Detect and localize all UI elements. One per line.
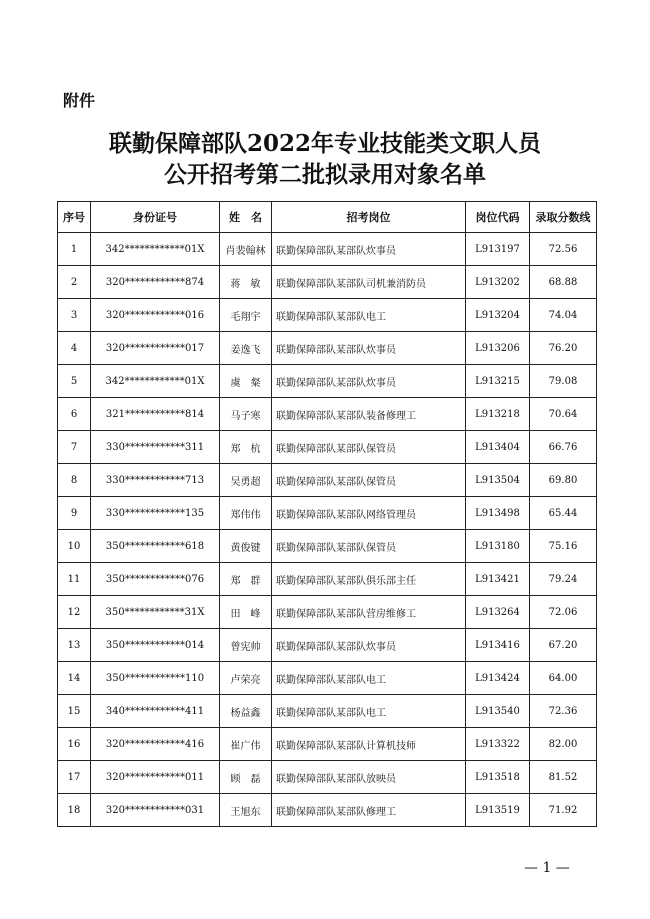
page-number: — 1 — (524, 860, 570, 876)
cell-position-code: L913519 (466, 794, 530, 827)
cell-position: 联勤保障部队某部队炊事员 (272, 233, 466, 266)
cell-index: 5 (58, 365, 91, 398)
table-row (58, 596, 597, 629)
cell-position: 联勤保障部队某部队保管员 (272, 530, 466, 563)
cell-position: 联勤保障部队某部队放映员 (272, 761, 466, 794)
cell-position: 联勤保障部队某部队计算机技师 (272, 728, 466, 761)
cell-score: 79.24 (530, 563, 597, 596)
cell-index: 7 (58, 431, 91, 464)
cell-position-code: L913215 (466, 365, 530, 398)
cell-position-code: L913504 (466, 464, 530, 497)
cell-score: 74.04 (530, 299, 597, 332)
cell-position: 联勤保障部队某部队装备修理工 (272, 398, 466, 431)
cell-name: 崔广伟 (220, 728, 272, 761)
cell-position: 联勤保障部队某部队电工 (272, 299, 466, 332)
cell-score: 72.56 (530, 233, 597, 266)
cell-name: 田 峰 (220, 596, 272, 629)
cell-score: 64.00 (530, 662, 597, 695)
cell-position-code: L913421 (466, 563, 530, 596)
table-row (58, 233, 597, 266)
cell-name: 马子寒 (220, 398, 272, 431)
cell-position-code: L913218 (466, 398, 530, 431)
table-row (58, 464, 597, 497)
table-row (58, 629, 597, 662)
cell-id-number: 330************311 (91, 431, 220, 464)
document-title-line-2: 公开招考第二批拟录用对象名单 (164, 161, 486, 188)
cell-score: 66.76 (530, 431, 597, 464)
cell-id-number: 320************874 (91, 266, 220, 299)
header-position: 招考岗位 (272, 202, 466, 233)
cell-index: 17 (58, 761, 91, 794)
cell-name: 肖裴翰林 (220, 233, 272, 266)
cell-index: 16 (58, 728, 91, 761)
cell-score: 69.80 (530, 464, 597, 497)
cell-position-code: L913197 (466, 233, 530, 266)
cell-id-number: 340************411 (91, 695, 220, 728)
cell-score: 75.16 (530, 530, 597, 563)
cell-index: 1 (58, 233, 91, 266)
cell-index: 15 (58, 695, 91, 728)
cell-id-number: 320************031 (91, 794, 220, 827)
table-row (58, 398, 597, 431)
cell-index: 8 (58, 464, 91, 497)
cell-id-number: 320************011 (91, 761, 220, 794)
cell-score: 76.20 (530, 332, 597, 365)
cell-position-code: L913204 (466, 299, 530, 332)
table-row (58, 332, 597, 365)
cell-position: 联勤保障部队某部队保管员 (272, 464, 466, 497)
header-id-number: 身份证号 (91, 202, 220, 233)
cell-position-code: L913202 (466, 266, 530, 299)
cell-index: 3 (58, 299, 91, 332)
cell-index: 18 (58, 794, 91, 827)
header-position-code: 岗位代码 (466, 202, 530, 233)
cell-name: 姜逸飞 (220, 332, 272, 365)
cell-score: 81.52 (530, 761, 597, 794)
table-row (58, 431, 597, 464)
cell-id-number: 320************416 (91, 728, 220, 761)
cell-id-number: 350************014 (91, 629, 220, 662)
table-row (58, 728, 597, 761)
cell-name: 郑 群 (220, 563, 272, 596)
cell-id-number: 330************135 (91, 497, 220, 530)
cell-score: 72.06 (530, 596, 597, 629)
cell-position: 联勤保障部队某部队炊事员 (272, 629, 466, 662)
cell-position-code: L913518 (466, 761, 530, 794)
table-row (58, 365, 597, 398)
cell-position-code: L913416 (466, 629, 530, 662)
cell-position: 联勤保障部队某部队炊事员 (272, 332, 466, 365)
cell-index: 12 (58, 596, 91, 629)
cell-position-code: L913264 (466, 596, 530, 629)
cell-index: 2 (58, 266, 91, 299)
cell-index: 14 (58, 662, 91, 695)
table-row (58, 266, 597, 299)
cell-id-number: 320************017 (91, 332, 220, 365)
cell-name: 郑伟伟 (220, 497, 272, 530)
cell-name: 黄俊键 (220, 530, 272, 563)
cell-name: 虞 粲 (220, 365, 272, 398)
cell-id-number: 330************713 (91, 464, 220, 497)
cell-id-number: 350************076 (91, 563, 220, 596)
cell-id-number: 342************01X (91, 365, 220, 398)
cell-position: 联勤保障部队某部队保管员 (272, 431, 466, 464)
cell-index: 6 (58, 398, 91, 431)
cell-name: 蒋 敏 (220, 266, 272, 299)
cell-name: 杨益鑫 (220, 695, 272, 728)
cell-id-number: 321************814 (91, 398, 220, 431)
header-index: 序号 (58, 202, 91, 233)
table-row (58, 497, 597, 530)
cell-id-number: 320************016 (91, 299, 220, 332)
cell-index: 10 (58, 530, 91, 563)
cell-position: 联勤保障部队某部队电工 (272, 662, 466, 695)
cell-position-code: L913498 (466, 497, 530, 530)
cell-score: 79.08 (530, 365, 597, 398)
cell-position-code: L913322 (466, 728, 530, 761)
cell-position-code: L913206 (466, 332, 530, 365)
cell-name: 顾 磊 (220, 761, 272, 794)
cell-score: 67.20 (530, 629, 597, 662)
table-row (58, 299, 597, 332)
cell-name: 郑 杭 (220, 431, 272, 464)
cell-score: 72.36 (530, 695, 597, 728)
header-score: 录取分数线 (530, 202, 597, 233)
cell-position: 联勤保障部队某部队电工 (272, 695, 466, 728)
cell-position: 联勤保障部队某部队炊事员 (272, 365, 466, 398)
cell-score: 82.00 (530, 728, 597, 761)
table-row (58, 695, 597, 728)
cell-position: 联勤保障部队某部队营房维修工 (272, 596, 466, 629)
cell-position: 联勤保障部队某部队修理工 (272, 794, 466, 827)
cell-score: 65.44 (530, 497, 597, 530)
cell-name: 吴勇超 (220, 464, 272, 497)
attachment-label: 附件 (63, 91, 96, 110)
cell-position-code: L913424 (466, 662, 530, 695)
header-name: 姓 名 (220, 202, 272, 233)
table-row (58, 761, 597, 794)
cell-id-number: 350************110 (91, 662, 220, 695)
document-title-line-1: 联勤保障部队2022年专业技能类文职人员 (108, 130, 541, 157)
cell-id-number: 350************618 (91, 530, 220, 563)
candidate-table (57, 201, 597, 827)
table-row (58, 563, 597, 596)
cell-position-code: L913180 (466, 530, 530, 563)
cell-name: 卢荣亮 (220, 662, 272, 695)
cell-id-number: 350************31X (91, 596, 220, 629)
cell-index: 13 (58, 629, 91, 662)
cell-name: 曾宪帅 (220, 629, 272, 662)
table-row (58, 530, 597, 563)
cell-score: 71.92 (530, 794, 597, 827)
cell-index: 9 (58, 497, 91, 530)
table-row (58, 794, 597, 827)
cell-score: 70.64 (530, 398, 597, 431)
cell-score: 68.88 (530, 266, 597, 299)
cell-position: 联勤保障部队某部队司机兼消防员 (272, 266, 466, 299)
cell-index: 11 (58, 563, 91, 596)
cell-position: 联勤保障部队某部队俱乐部主任 (272, 563, 466, 596)
cell-name: 王旭东 (220, 794, 272, 827)
cell-name: 毛翔宇 (220, 299, 272, 332)
cell-position: 联勤保障部队某部队网络管理员 (272, 497, 466, 530)
cell-position-code: L913404 (466, 431, 530, 464)
table-header-row (58, 202, 597, 233)
cell-position-code: L913540 (466, 695, 530, 728)
cell-id-number: 342************01X (91, 233, 220, 266)
table-row (58, 662, 597, 695)
cell-index: 4 (58, 332, 91, 365)
